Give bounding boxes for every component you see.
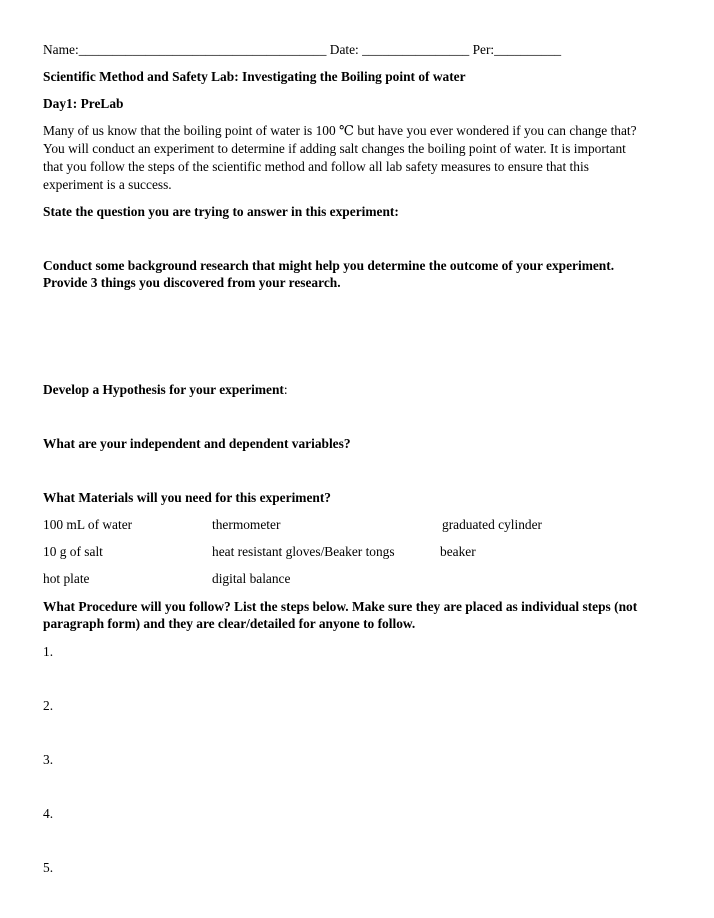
procedure-step-number: 2.: [43, 698, 54, 713]
name-date-period-line: Name:_____________________________________ Date: ________________ Per:__________: [43, 42, 562, 57]
variables-prompt: What are your independent and dependent variables?: [43, 436, 351, 451]
hypothesis-prompt: [43, 381, 288, 399]
intro-line-1: Many of us know that the boiling point of water is 100 ℃ but have you ever wondered if you can change that?: [43, 123, 637, 138]
material-item: thermometer: [212, 517, 281, 532]
day-heading: Day1: PreLab: [43, 96, 124, 111]
research-prompt-line-2: Provide 3 things you discovered from your research.: [43, 275, 341, 290]
procedure-prompt-line-1: What Procedure will you follow? List the steps below. Make sure they are placed as individual steps (not: [43, 599, 638, 614]
material-item: 10 g of salt: [43, 544, 103, 559]
question-prompt: State the question you are trying to answer in this experiment:: [43, 204, 399, 219]
procedure-step-number: 3.: [43, 752, 54, 767]
material-item: digital balance: [212, 571, 291, 586]
procedure-step-number: 1.: [43, 644, 54, 659]
material-item: hot plate: [43, 571, 90, 586]
hypothesis-prompt-colon: :: [283, 382, 288, 397]
intro-line-3: that you follow the steps of the scientific method and follow all lab safety measures to ensure that this: [43, 159, 589, 174]
procedure-prompt-line-2: paragraph form) and they are clear/detailed for anyone to follow.: [43, 616, 416, 631]
material-item: beaker: [440, 544, 476, 559]
procedure-step-number: 4.: [43, 806, 54, 821]
worksheet-title: Scientific Method and Safety Lab: Investigating the Boiling point of water: [43, 69, 466, 84]
material-item: 100 mL of water: [43, 517, 133, 532]
material-item: graduated cylinder: [442, 517, 543, 532]
intro-line-2: You will conduct an experiment to determine if adding salt changes the boiling point of water. It is important: [43, 141, 626, 156]
research-prompt-line-1: Conduct some background research that might help you determine the outcome of your experiment.: [43, 258, 615, 273]
intro-line-4: experiment is a success.: [43, 177, 172, 192]
material-item: heat resistant gloves/Beaker tongs: [212, 544, 395, 559]
hypothesis-prompt-text: Develop a Hypothesis for your experiment: [43, 382, 284, 397]
procedure-step-number: 5.: [43, 860, 54, 875]
materials-prompt: What Materials will you need for this experiment?: [43, 490, 331, 505]
